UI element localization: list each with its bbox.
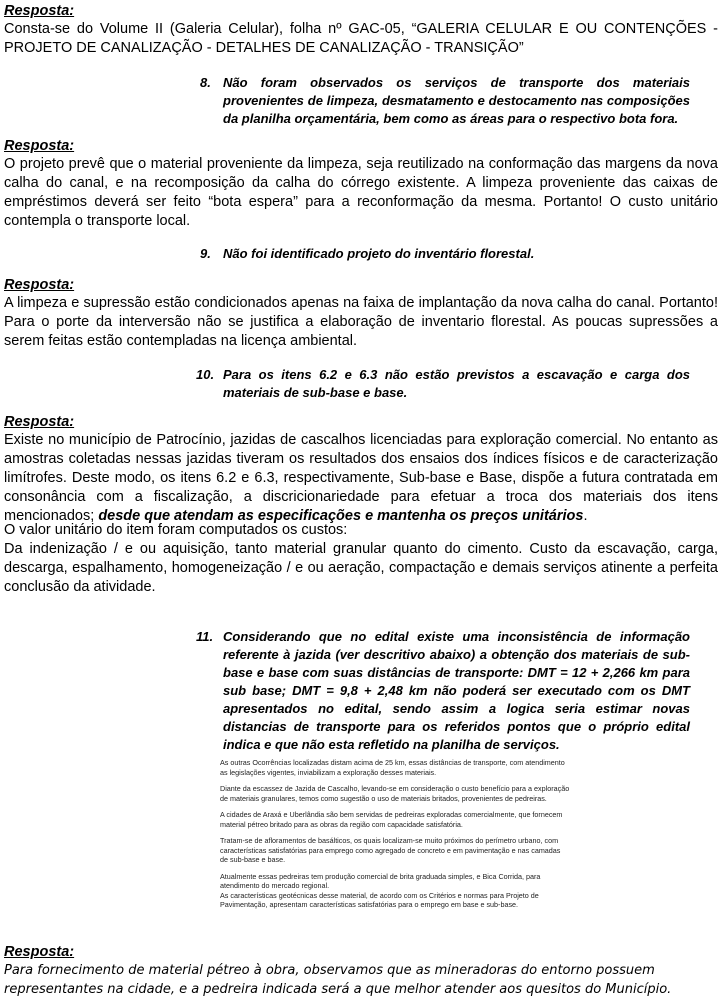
response-text: A limpeza e supressão estão condicionados apenas na faixa de implantação da nova calha do canal. Portanto! Para o porte da interversão não se justifica a elaboração de inventario florestal. As poucas supressões a serem feitas estão contempladas na licença ambiental. xyxy=(4,295,718,349)
response-text xyxy=(4,431,718,526)
response-text-part: . xyxy=(583,508,588,524)
excerpt-paragraph: As características geotécnicas desse material, de acordo com os Critérios e normas para Projeto de Pavimentação, apresentam características satisfatórias para o emprego em base e sub-base. xyxy=(220,890,539,909)
question-text: Para os itens 6.2 e 6.3 não estão previstos a escavação e carga dos materiais de sub-base e base. xyxy=(223,367,690,400)
response-text: Consta-se do Volume II (Galeria Celular), folha nº GAC-05, “GALERIA CELULAR E OU CONTENÇÕES - PROJETO DE CANALIZAÇÃO - DETALHES DE CANALIZAÇÃO - TRANSIÇÃO” xyxy=(4,21,718,56)
question-8 xyxy=(200,74,690,128)
response-label: Resposta: xyxy=(4,138,75,154)
embedded-excerpt xyxy=(220,758,570,917)
response-label: Resposta: xyxy=(4,3,75,19)
excerpt-paragraph: Tratam-se de afloramentos de basálticos, os quais localizam-se muito próximos do perímetro urbano, com características satisfatórias para emprego como agregado de concreto e em pavimentação e nas camadas de sub-base e base. xyxy=(220,836,561,864)
question-number: 11. xyxy=(196,629,214,644)
excerpt-paragraph: As outras Ocorrências localizadas distam acima de 25 km, essas distâncias de transporte, com atendimento as legislações vigentes, inviabilizam a exploração desses materiais. xyxy=(220,758,565,777)
response-emphasis: desde que atendam as especificações e mantenha os preços unitários xyxy=(98,508,584,524)
question-9 xyxy=(200,245,690,263)
question-text: Não foram observados os serviços de transporte dos materiais provenientes de limpeza, desmatamento e destocamento nas composições da planilha orçamentária, bem como as áreas para o respectivo bota fora. xyxy=(223,75,690,126)
response-text: O valor unitário do item foram computados os custos: xyxy=(4,522,348,538)
response-text-part: Existe no município de Patrocínio, jazidas de cascalhos licenciadas para exploração comercial. No entanto as amostras coletadas nessas jazidas tiveram os resultados dos ensaios dos índices físicos e de caracterização limítrofes. Deste modo, os itens 6.2 e 6.3, respectivamente, Sub-base e Base, dispõe a futura contratada em consonância com a fiscalização, a discricionariedade para efetuar a troca dos materiais dos itens mencionados; xyxy=(4,432,718,524)
response-label: Resposta: xyxy=(4,277,75,293)
response-label: Resposta: xyxy=(4,944,75,960)
response-text: Da indenização / e ou aquisição, tanto material granular quanto do cimento. Custo da escavação, carga, descarga, espalhamento, homogeneização / e ou aeração, compactação e demais serviços atinente a perfeita conclusão da atividade. xyxy=(4,541,718,595)
question-text: Considerando que no edital existe uma inconsistência de informação referente à jazida (ver descritivo abaixo) a obtenção dos materiais de sub-base e base com suas distâncias de transporte: DMT = 12 + 2,266 km para sub base; DMT = 9,8 + 2,48 km não poderá ser executado com os DMT apresentados no edital, sendo assim a logica seria estimar novas distancias de transporte para os referidos pontos que o próprio edital indica e que não esta refletido na planilha de serviços. xyxy=(223,629,690,752)
question-number: 9. xyxy=(200,246,211,261)
question-10 xyxy=(196,366,690,402)
excerpt-paragraph: Diante da escassez de Jazida de Cascalho, levando-se em consideração o custo benefício para a exploração de materiais granulares, temos como sugestão o uso de materiais britados, provenientes de pedreiras. xyxy=(220,784,570,803)
response-text: Para fornecimento de material pétreo à obra, observamos que as mineradoras do entorno possuem representantes na cidade, e a pedreira indicada será a que melhor atender aos quesitos do Município. xyxy=(4,963,672,997)
question-11 xyxy=(196,628,690,754)
response-label: Resposta: xyxy=(4,414,75,430)
response-text: O projeto prevê que o material proveniente da limpeza, seja reutilizado na conformação das margens da nova calha do canal, e na recomposição da calha do córrego existente. A limpeza proveniente das caixas de empréstimos deverá ser feito “bota espera” para a reconformação da mesma. Portanto! O custo unitário contempla o transporte local. xyxy=(4,156,718,229)
excerpt-paragraph: A cidades de Araxá e Uberlândia são bem servidas de pedreiras exploradas comercialmente, que fornecem material pétreo britado para as obras da região com capacidade satisfatória. xyxy=(220,810,563,829)
excerpt-paragraph: Atualmente essas pedreiras tem produção comercial de brita graduada simples, e Bica Corrida, para atendimento do mercado regional. xyxy=(220,871,541,890)
question-number: 10. xyxy=(196,367,215,382)
question-text: Não foi identificado projeto do inventário florestal. xyxy=(223,246,535,261)
question-number: 8. xyxy=(200,75,211,90)
